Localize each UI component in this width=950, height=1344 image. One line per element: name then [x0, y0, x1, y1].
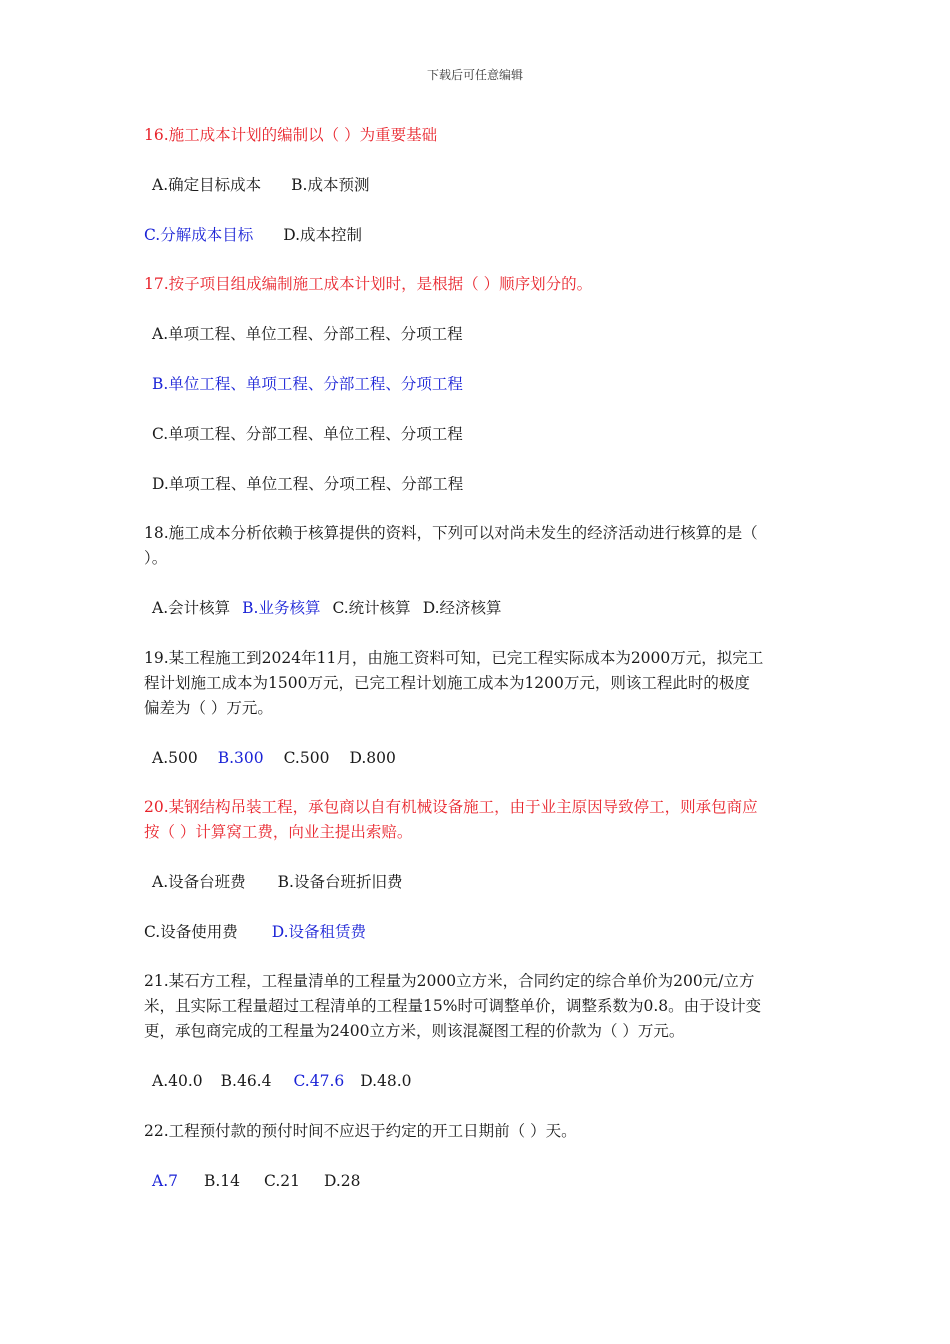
q18-option-b: B.业务核算: [242, 599, 321, 617]
q20-stem-line2: 按（ ）计算窝工费，向业主提出索赔。: [144, 823, 413, 841]
q19-stem-line1: 19.某工程施工到2024年11月，由施工资料可知，已完工程实际成本为2000万元，拟完工: [144, 649, 764, 667]
q16-options-row1: [152, 173, 818, 198]
q16-option-b: B.成本预测: [291, 176, 370, 194]
q18-stem-line2: ）。: [144, 549, 168, 567]
q16-option-a: A.确定目标成本: [152, 176, 262, 194]
q22-option-a: A.7: [152, 1172, 178, 1190]
q20-option-c: C.设备使用费: [144, 923, 238, 941]
q21-options: [152, 1069, 818, 1094]
q21-stem-line1: 21.某石方工程，工程量清单的工程量为2000立方米，合同约定的综合单价为200元/立方: [144, 972, 755, 990]
q16-option-d: D.成本控制: [283, 226, 363, 244]
q22-option-d: D.28: [324, 1172, 361, 1190]
q18-stem-line1: 18.施工成本分析依赖于核算提供的资料，下列可以对尚未发生的经济活动进行核算的是（: [144, 524, 758, 542]
q19-stem-line3: 偏差为（ ）万元。: [144, 699, 273, 717]
q18-option-c: C.统计核算: [332, 599, 411, 617]
q21-option-b: B.46.4: [220, 1072, 272, 1090]
q18-option-d: D.经济核算: [422, 599, 502, 617]
q22-option-c: C.21: [264, 1172, 300, 1190]
q21-option-c: C.47.6: [293, 1072, 345, 1090]
q16-stem: 16.施工成本计划的编制以（ ）为重要基础: [144, 126, 438, 144]
q18-options: [152, 596, 818, 621]
q22-option-b: B.14: [203, 1172, 241, 1190]
q17-stem: 17.按子项目组成编制施工成本计划时，是根据（ ）顺序划分的。: [144, 275, 593, 293]
q17-option-d: D.单项工程、单位工程、分项工程、分部工程: [152, 475, 464, 493]
q21-option-d: D.48.0: [360, 1072, 412, 1090]
q20-options-row1: [152, 870, 818, 895]
q19-option-b: B.300: [217, 749, 264, 767]
q16-option-c: C.分解成本目标: [144, 226, 254, 244]
q19-options: [152, 746, 818, 771]
q17-option-c: C.单项工程、分部工程、单位工程、分项工程: [152, 425, 463, 443]
q21-stem-line2: 米，且实际工程量超过工程清单的工程量15%时可调整单价，调整系数为0.8。由于设计变: [144, 997, 762, 1015]
q20-option-b: B.设备台班折旧费: [277, 873, 403, 891]
q20-option-d: D.设备租赁费: [271, 923, 367, 941]
q22-options: [152, 1169, 818, 1194]
q19-option-d: D.800: [349, 749, 396, 767]
q21-option-a: A.40.0: [152, 1072, 203, 1090]
q22-stem: 22.工程预付款的预付时间不应迟于约定的开工日期前（ ）天。: [144, 1122, 577, 1140]
q17-option-b: B.单位工程、单项工程、分部工程、分项工程: [152, 375, 463, 393]
q20-options-row2: [144, 920, 810, 945]
q18-option-a: A.会计核算: [152, 599, 231, 617]
q20-option-a: A.设备台班费: [152, 873, 246, 891]
q17-option-a: A.单项工程、单位工程、分部工程、分项工程: [152, 325, 463, 343]
q16-options-row2: [144, 223, 810, 248]
q21-stem-line3: 更，承包商完成的工程量为2400立方米，则该混凝图工程的价款为（ ）万元。: [144, 1022, 685, 1040]
q19-option-c: C.500: [283, 749, 330, 767]
q20-stem-line1: 20.某钢结构吊装工程，承包商以自有机械设备施工，由于业主原因导致停工，则承包商应: [144, 798, 758, 816]
page-header: 下载后可任意编辑: [426, 68, 523, 82]
q19-stem-line2: 程计划施工成本为1500万元，已完工程计划施工成本为1200万元，则该工程此时的极度: [144, 674, 750, 692]
q19-option-a: A.500: [152, 749, 198, 767]
